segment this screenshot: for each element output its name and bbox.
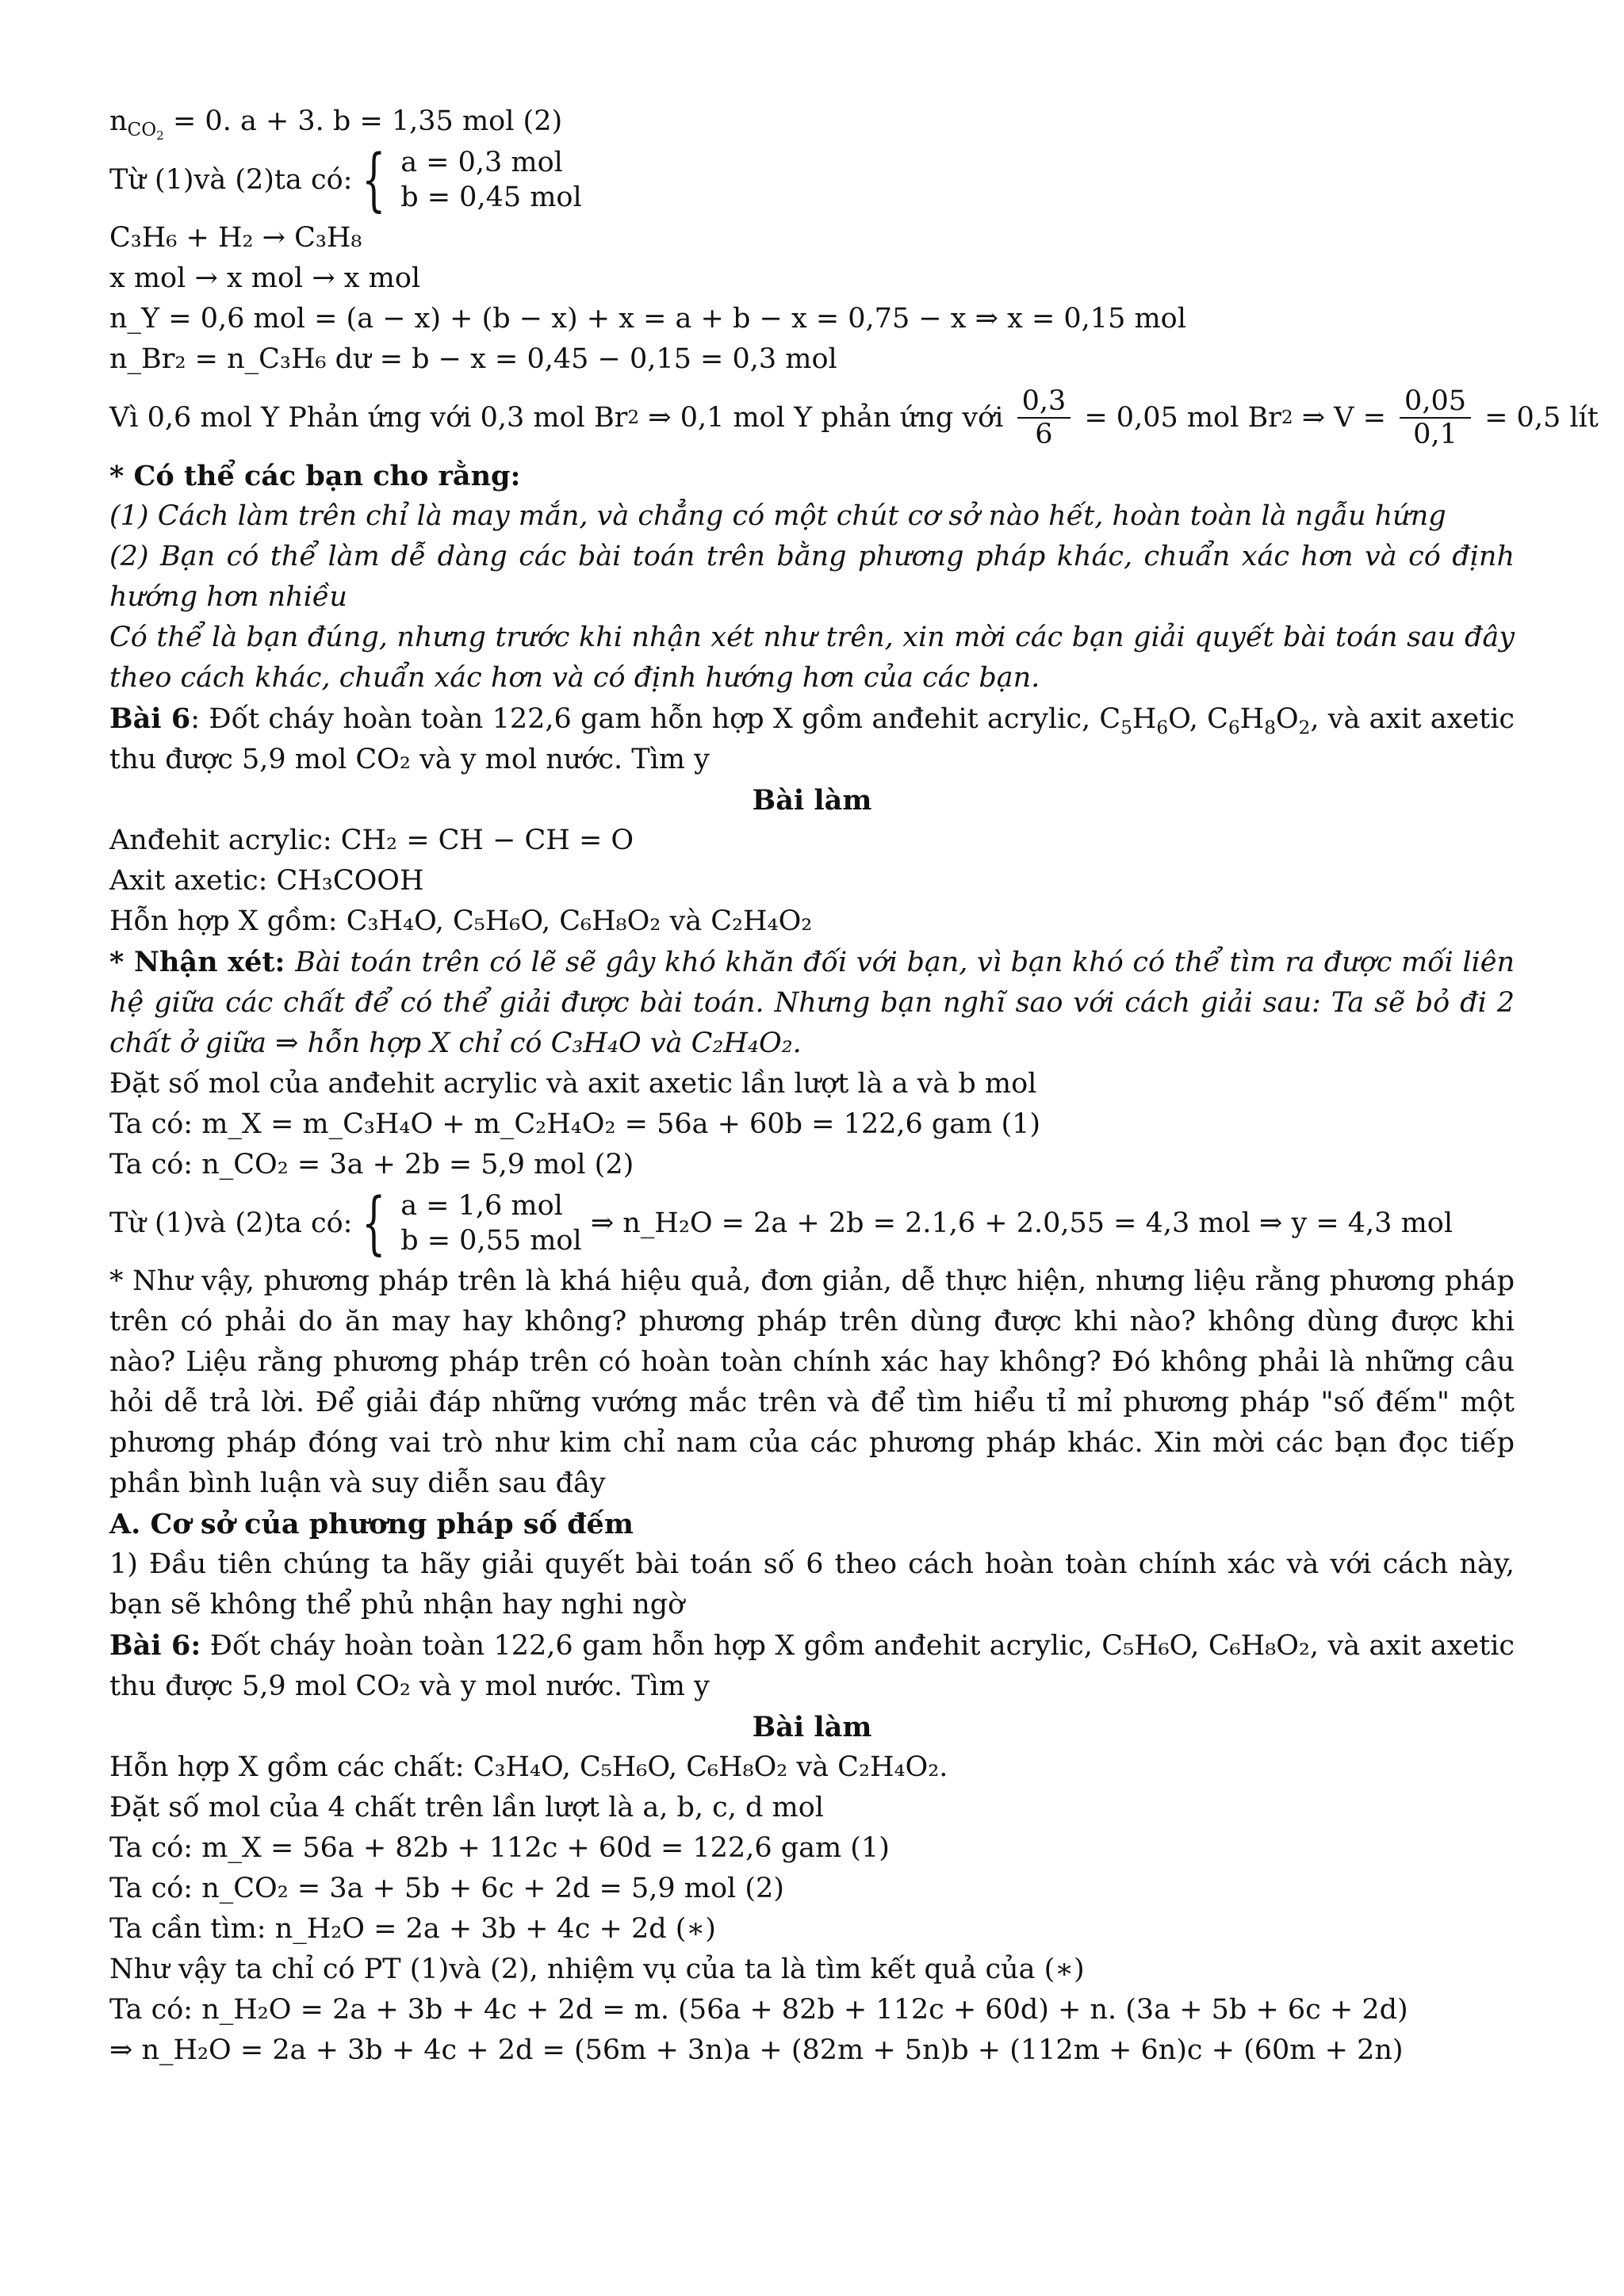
text-line: Axit axetic: CH₃COOH <box>109 865 424 897</box>
text-line: Như vậy ta chỉ có PT (1)và (2), nhiệm vụ của ta là tìm kết quả của (∗) <box>109 1954 1085 1985</box>
text: ⇒ 0,1 mol Y phản ứng với <box>639 401 1013 434</box>
equation-line: ⇒ n_H₂O = 2a + 3b + 4c + 2d = (56m + 3n)a + (82m + 5n)b + (112m + 6n)c + (60m + 2n) <box>109 2034 1404 2066</box>
remark-text: Bài toán trên có lẽ sẽ gây khó khăn đối với bạn, vì bạn khó có thể tìm ra được mối liên hệ giữa các chất để có thể giải được bài toán. Nhưng bạn nghĩ sao với cách giải sau: Ta sẽ bỏ đi 2 chất ở giữa ⇒ hỗn hợp X chỉ có C₃H₄O và C₂H₄O₂. <box>109 947 1515 1059</box>
equation-line: Ta có: n_CO₂ = 3a + 2b = 5,9 mol (2) <box>109 1149 634 1181</box>
equation-line: Ta có: m_X = m_C₃H₄O + m_C₂H₄O₂ = 56a + 60b = 122,6 gam (1) <box>109 1108 1041 1140</box>
reaction-equation: C₃H₆ + H₂ → C₃H₈ <box>109 222 362 254</box>
paragraph: * Như vậy, phương pháp trên là khá hiệu quả, đơn giản, dễ thực hiện, nhưng liệu rằng phương pháp trên có phải do ăn may hay không? phương pháp trên dùng được khi nào? không dùng được khi nào? Liệu rằng phương pháp trên có hoàn toàn chính xác hay không? Đó không phải là những câu hỏi dễ trả lời. Để giải đáp những vướng mắc trên và để tìm hiểu tỉ mỉ phương pháp "số đếm" một phương pháp đóng vai trò như kim chỉ nam của các phương pháp khác. Xin mời các bạn đọc tiếp phần bình luận và suy diễn sau đây <box>109 1265 1515 1499</box>
remark-label: * Nhận xét: <box>109 946 296 978</box>
numerator: 0,05 <box>1400 385 1471 419</box>
problem-statement: Bài 6: Đốt cháy hoàn toàn 122,6 gam hỗn hợp X gồm anđehit acrylic, $C_5H_6O$, $C_6H_8O_2$, và axit axetic thu được 5,9 mol CO₂ và y mol nước. Tìm y <box>109 702 1515 775</box>
text: n <box>109 105 128 137</box>
equation-line: n_Y = 0,6 mol = (a − x) + (b − x) + x = a + b − x = 0,75 − x ⇒ x = 0,15 mol <box>109 303 1186 335</box>
subscript: CO <box>127 120 157 141</box>
system-row: a = 0,3 mol <box>400 147 563 178</box>
text-line: Hỗn hợp X gồm: C₃H₄O, C₅H₆O, C₆H₈O₂ và C₂H₄O₂ <box>109 905 813 937</box>
text-line: Đặt số mol của 4 chất trên lần lượt là a, b, c, d mol <box>109 1792 824 1823</box>
problem-label: Bài 6 <box>109 702 191 735</box>
brace-glyph: { <box>362 140 386 220</box>
equation-line <box>109 101 1515 142</box>
fraction <box>1017 385 1071 450</box>
italic-paragraph: Có thể là bạn đúng, nhưng trước khi nhận xét như trên, xin mời các bạn giải quyết bài toán sau đây theo cách khác, chuẩn xác hơn và có định hướng hơn của các bạn. <box>109 622 1515 694</box>
text: = 0,5 lít <box>1475 401 1599 434</box>
equation-system <box>352 1184 582 1263</box>
text: ⇒ n_H₂O = 2a + 2b = 2.1,6 + 2.0,55 = 4,3 mol ⇒ y = 4,3 mol <box>581 1207 1454 1239</box>
equation-line: Ta có: n_CO₂ = 3a + 5b + 6c + 2d = 5,9 mol (2) <box>109 1873 784 1904</box>
italic-paragraph: (1) Cách làm trên chỉ là may mắn, và chẳng có một chút cơ sở nào hết, hoàn toàn là ngẫu hứng <box>109 500 1446 532</box>
text: : Đốt cháy hoàn toàn 122,6 gam hỗn hợp X gồm anđehit acrylic, C <box>190 703 1121 735</box>
solution-heading: Bài làm <box>752 1711 872 1743</box>
denominator: 0,1 <box>1413 419 1457 450</box>
text-line: Đặt số mol của anđehit acrylic và axit axetic lần lượt là a và b mol <box>109 1068 1037 1100</box>
equation-line: Ta có: n_H₂O = 2a + 3b + 4c + 2d = m. (56a + 82b + 112c + 60d) + n. (3a + 5b + 6c + 2d) <box>109 1994 1408 2026</box>
system-line <box>109 142 1515 218</box>
text: Vì 0,6 mol Y Phản ứng với 0,3 mol Br <box>109 401 628 434</box>
mole-line: x mol → x mol → x mol <box>109 262 421 294</box>
problem-label: Bài 6: <box>109 1629 201 1662</box>
solution-heading: Bài làm <box>752 784 872 817</box>
text: Từ (1)và (2)ta có: <box>109 1207 353 1239</box>
fraction-line: Vì 0,6 mol Y Phản ứng với 0,3 mol Br 2 ⇒ 0,1 mol Y phản ứng với $\frac{0,3}{6}$ = 0,05 mol Br 2 ⇒ V = $\frac{0,05}{0,1}$ = 0,5 lít <box>109 385 1599 450</box>
problem-statement <box>109 1625 1515 1707</box>
brace-glyph: { <box>362 1184 386 1263</box>
fraction <box>1400 385 1471 450</box>
text-line: Anđehit acrylic: CH₂ = CH − CH = O <box>109 825 634 856</box>
text: , và axit axetic thu được 5,9 mol CO₂ và y mol nước. Tìm y <box>109 703 1515 775</box>
subscript: 2 <box>156 128 164 144</box>
section-heading: A. Cơ sở của phương pháp số đếm <box>109 1508 634 1540</box>
equation-line: n_Br₂ = n_C₃H₆ dư = b − x = 0,45 − 0,15 = 0,3 mol <box>109 343 837 375</box>
remark-paragraph <box>109 942 1515 1064</box>
denominator: 6 <box>1035 419 1053 450</box>
italic-paragraph: (2) Bạn có thể làm dễ dàng các bài toán trên bằng phương pháp khác, chuẩn xác hơn và có định hướng hơn nhiều <box>109 541 1515 613</box>
text: Đốt cháy hoàn toàn 122,6 gam hỗn hợp X gồm anđehit acrylic, C₅H₆O, C₆H₈O₂, và axit axetic thu được 5,9 mol CO₂ và y mol nước. Tìm y <box>109 1630 1515 1702</box>
numerator: 0,3 <box>1017 385 1071 419</box>
system-row: b = 0,55 mol <box>400 1225 582 1257</box>
equation-system <box>352 140 582 220</box>
paragraph: 1) Đầu tiên chúng ta hãy giải quyết bài toán số 6 theo cách hoàn toàn chính xác và với cách này, bạn sẽ không thể phủ nhận hay nghi ngờ <box>109 1548 1515 1621</box>
text: = 0. a + 3. b = 1,35 mol (2) <box>163 105 563 137</box>
system-row: a = 1,6 mol <box>400 1190 563 1222</box>
system-line <box>109 1185 1515 1261</box>
text-line: Hỗn hợp X gồm các chất: C₃H₄O, C₅H₆O, C₆H₈O₂ và C₂H₄O₂. <box>109 1751 948 1783</box>
text: ⇒ V = <box>1293 401 1396 434</box>
system-row: b = 0,45 mol <box>400 182 582 213</box>
equation-line: Ta có: m_X = 56a + 82b + 112c + 60d = 122,6 gam (1) <box>109 1832 890 1864</box>
section-heading: * Có thể các bạn cho rằng: <box>109 460 521 492</box>
text: Từ (1)và (2)ta có: <box>109 163 353 196</box>
document-body <box>109 101 1599 2071</box>
text: = 0,05 mol Br <box>1075 401 1281 434</box>
equation-line: Ta cần tìm: n_H₂O = 2a + 3b + 4c + 2d (∗) <box>109 1913 716 1945</box>
